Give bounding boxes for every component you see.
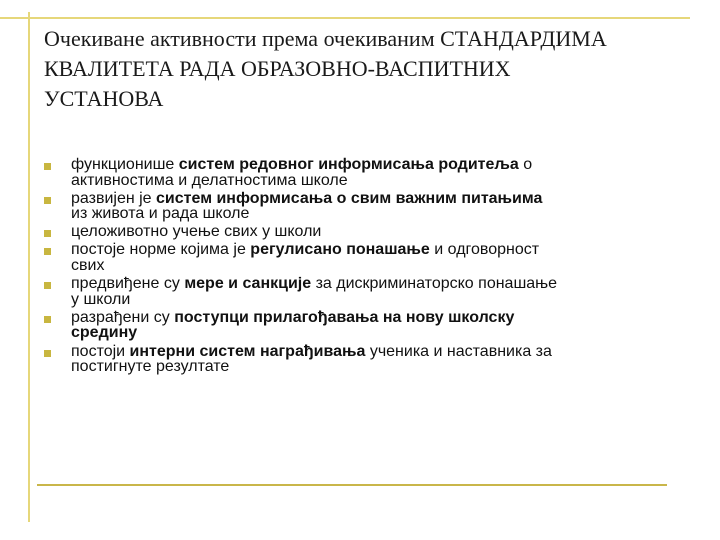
square-bullet-icon [44, 230, 51, 237]
slide-title [44, 24, 684, 114]
bullet-item-3 [44, 224, 694, 240]
square-bullet-icon [44, 163, 51, 170]
title-line-1: Очекиване активности према очекиваним СТАНДАРДИМА [44, 26, 607, 51]
bullet-4-line-2: свих [71, 257, 105, 275]
bullet-3-line-1: целоживотно учење свих у школи [71, 223, 322, 241]
bottom-divider [37, 484, 667, 486]
bullet-6-line-1: разрађени су поступци прилагођавања на нову школску [71, 308, 515, 326]
frame-top-line [0, 17, 690, 19]
bullet-7-line-2: постигнуте резултате [71, 358, 230, 376]
bullet-list [44, 157, 694, 377]
square-bullet-icon [44, 350, 51, 357]
square-bullet-icon [44, 248, 51, 255]
square-bullet-icon [44, 282, 51, 289]
bullet-item-6 [44, 310, 694, 341]
bullet-item-7 [44, 344, 694, 375]
square-bullet-icon [44, 197, 51, 204]
frame-left-line [28, 12, 30, 522]
bullet-2-line-1: развијен је систем информисања о свим важним питањима [71, 189, 543, 207]
bullet-4-line-1: постоје норме којима је регулисано понашање и одговорност [71, 241, 540, 259]
title-line-2: КВАЛИТЕТА РАДА ОБРАЗОВНО-ВАСПИТНИХ [44, 56, 511, 81]
bullet-7-line-1: постоји интерни систем награђивања ученика и наставника за [71, 342, 552, 360]
bullet-5-line-1: предвиђене су мере и санкције за дискриминаторско понашање [71, 275, 558, 293]
bullet-1-line-1: функционише систем редовног информисања родитеља о [71, 156, 533, 173]
square-bullet-icon [44, 316, 51, 323]
bullet-6-line-2: средину [71, 324, 138, 342]
bullet-2-line-2: из живота и рада школе [71, 205, 250, 223]
bullet-item-2 [44, 191, 694, 222]
title-line-3: УСТАНОВА [44, 86, 164, 111]
bullet-1-line-2: активностима и делатностима школе [71, 171, 348, 189]
bullet-item-1 [44, 157, 694, 188]
bullet-5-line-2: у школи [71, 290, 131, 308]
bullet-item-5 [44, 276, 694, 307]
bullet-item-4 [44, 242, 694, 273]
